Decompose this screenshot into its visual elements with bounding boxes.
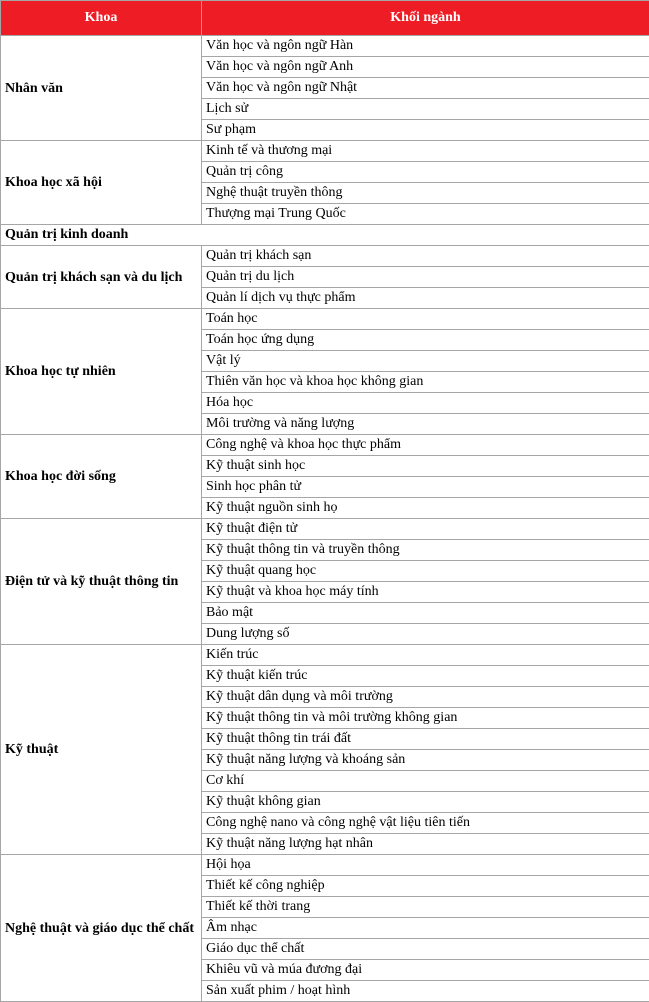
major-cell: Thượng mại Trung Quốc bbox=[202, 204, 649, 225]
major-cell: Kỹ thuật năng lượng và khoáng sản bbox=[202, 750, 649, 771]
major-cell: Quản trị khách sạn bbox=[202, 246, 649, 267]
faculty-cell: Nhân văn bbox=[1, 36, 202, 141]
table-row bbox=[1, 435, 649, 456]
major-cell: Nghệ thuật truyền thông bbox=[202, 183, 649, 204]
faculty-cell: Kỹ thuật bbox=[1, 645, 202, 855]
major-cell: Kỹ thuật thông tin và truyền thông bbox=[202, 540, 649, 561]
table-row bbox=[1, 246, 649, 267]
table-body bbox=[1, 36, 649, 1002]
major-cell: Kỹ thuật sinh học bbox=[202, 456, 649, 477]
major-cell: Sư phạm bbox=[202, 120, 649, 141]
major-cell: Kỹ thuật quang học bbox=[202, 561, 649, 582]
major-cell: Âm nhạc bbox=[202, 918, 649, 939]
faculty-cell: Nghệ thuật và giáo dục thể chất bbox=[1, 855, 202, 1002]
major-cell: Quản lí dịch vụ thực phẩm bbox=[202, 288, 649, 309]
major-cell: Bảo mật bbox=[202, 603, 649, 624]
major-cell: Kỹ thuật và khoa học máy tính bbox=[202, 582, 649, 603]
table-row bbox=[1, 36, 649, 57]
major-cell: Hóa học bbox=[202, 393, 649, 414]
major-cell: Kỹ thuật thông tin trái đất bbox=[202, 729, 649, 750]
table-row bbox=[1, 225, 649, 246]
major-cell: Kinh tế và thương mại bbox=[202, 141, 649, 162]
major-cell: Quản trị công bbox=[202, 162, 649, 183]
major-cell: Thiết kế thời trang bbox=[202, 897, 649, 918]
major-cell: Kiến trúc bbox=[202, 645, 649, 666]
major-cell: Kỹ thuật điện tử bbox=[202, 519, 649, 540]
faculty-cell: Khoa học tự nhiên bbox=[1, 309, 202, 435]
table-row bbox=[1, 309, 649, 330]
table-header-row bbox=[1, 1, 649, 36]
major-cell: Lịch sử bbox=[202, 99, 649, 120]
major-cell: Hội họa bbox=[202, 855, 649, 876]
major-cell: Kỹ thuật năng lượng hạt nhân bbox=[202, 834, 649, 855]
table-row bbox=[1, 141, 649, 162]
table-row bbox=[1, 519, 649, 540]
major-cell: Môi trường và năng lượng bbox=[202, 414, 649, 435]
major-cell: Khiêu vũ và múa đương đại bbox=[202, 960, 649, 981]
header-faculty: Khoa bbox=[1, 1, 202, 36]
table-row bbox=[1, 645, 649, 666]
major-cell: Kỹ thuật kiến trúc bbox=[202, 666, 649, 687]
major-cell: Sinh học phân tử bbox=[202, 477, 649, 498]
major-cell: Toán học ứng dụng bbox=[202, 330, 649, 351]
major-cell: Thiên văn học và khoa học không gian bbox=[202, 372, 649, 393]
major-cell: Sản xuất phim / hoạt hình bbox=[202, 981, 649, 1002]
major-cell: Văn học và ngôn ngữ Nhật bbox=[202, 78, 649, 99]
major-cell: Kỹ thuật không gian bbox=[202, 792, 649, 813]
major-cell: Kỹ thuật thông tin và môi trường không gian bbox=[202, 708, 649, 729]
faculty-cell: Điện tử và kỹ thuật thông tin bbox=[1, 519, 202, 645]
faculty-cell: Quản trị kinh doanh bbox=[1, 225, 649, 246]
header-majors: Khối ngành bbox=[202, 1, 649, 36]
major-cell: Kỹ thuật dân dụng và môi trường bbox=[202, 687, 649, 708]
table-row bbox=[1, 855, 649, 876]
major-cell: Văn học và ngôn ngữ Hàn bbox=[202, 36, 649, 57]
major-cell: Giáo dục thể chất bbox=[202, 939, 649, 960]
major-cell: Công nghệ và khoa học thực phẩm bbox=[202, 435, 649, 456]
major-cell: Cơ khí bbox=[202, 771, 649, 792]
major-cell: Quản trị du lịch bbox=[202, 267, 649, 288]
major-cell: Toán học bbox=[202, 309, 649, 330]
faculty-cell: Quản trị khách sạn và du lịch bbox=[1, 246, 202, 309]
faculty-cell: Khoa học đời sống bbox=[1, 435, 202, 519]
major-cell: Văn học và ngôn ngữ Anh bbox=[202, 57, 649, 78]
major-cell: Thiết kế công nghiệp bbox=[202, 876, 649, 897]
major-cell: Vật lý bbox=[202, 351, 649, 372]
major-cell: Kỹ thuật nguồn sinh họ bbox=[202, 498, 649, 519]
major-cell: Công nghệ nano và công nghệ vật liệu tiên tiến bbox=[202, 813, 649, 834]
faculty-cell: Khoa học xã hội bbox=[1, 141, 202, 225]
major-cell: Dung lượng số bbox=[202, 624, 649, 645]
